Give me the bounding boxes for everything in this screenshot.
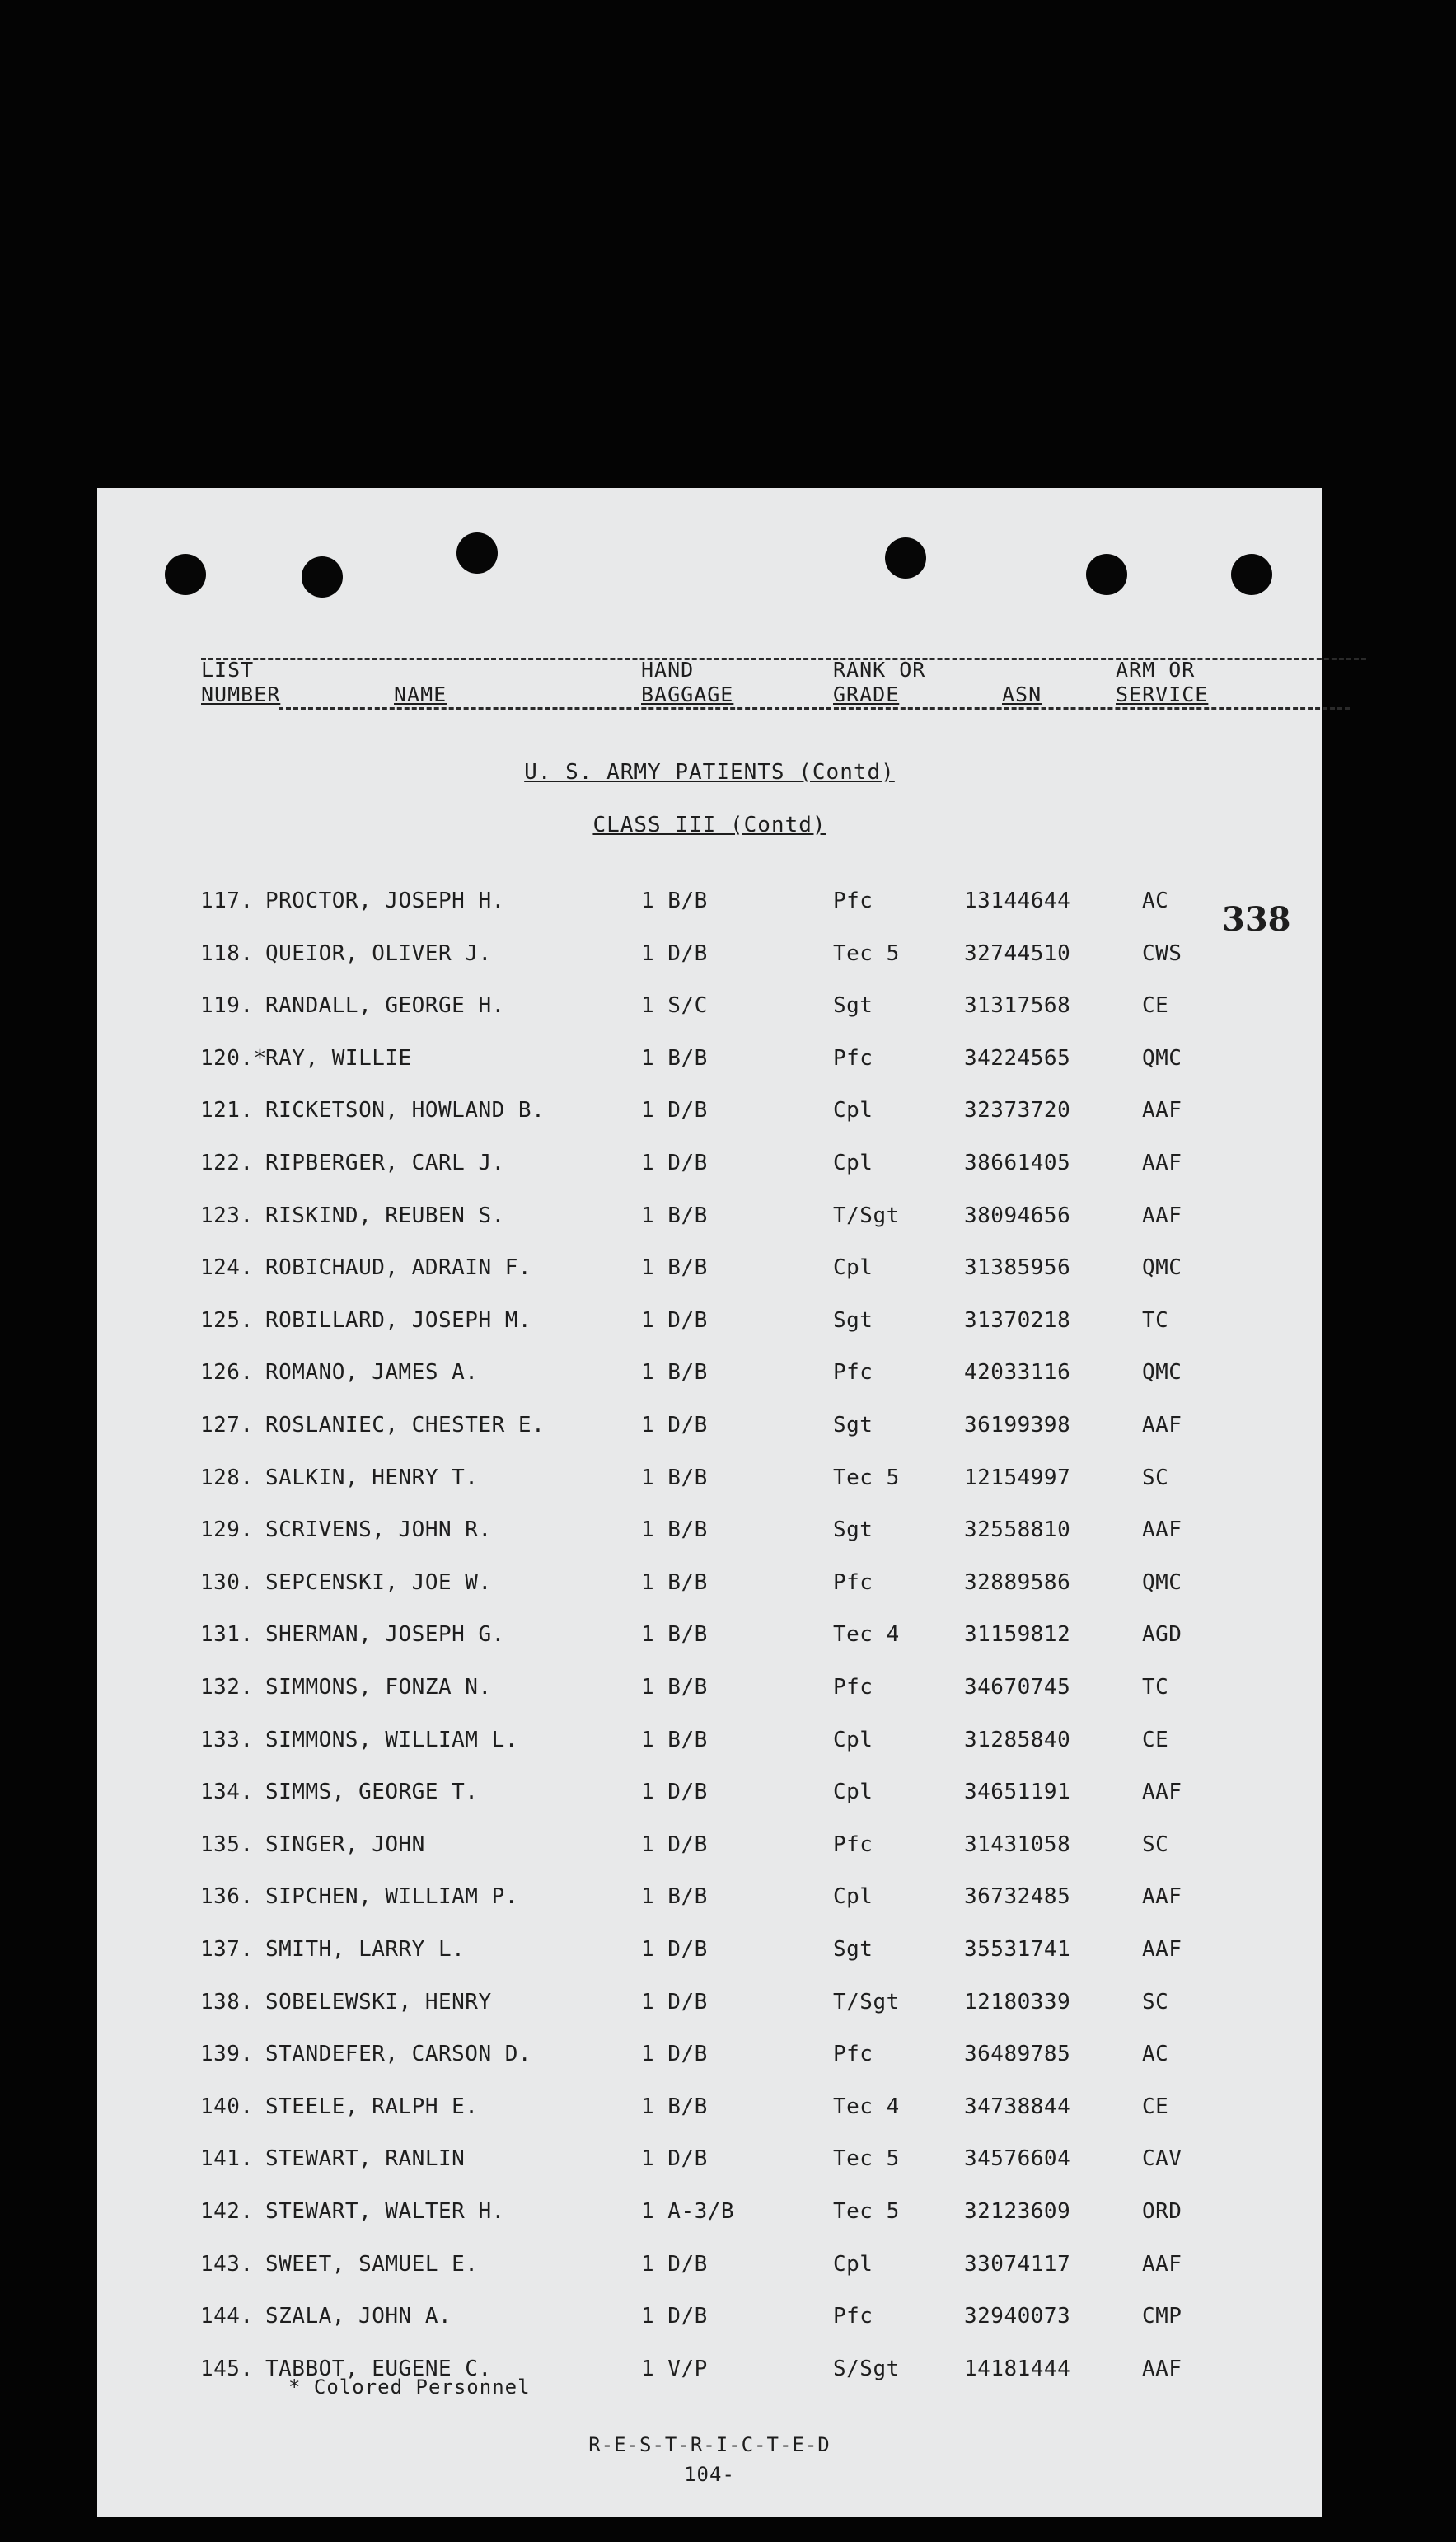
asn-cell: 42033116 xyxy=(964,1360,1071,1385)
rank-grade-cell: Sgt xyxy=(833,1937,873,1962)
rank-grade-cell: Sgt xyxy=(833,993,873,1018)
patient-name-cell: SMITH, LARRY L. xyxy=(265,1937,466,1962)
table-row xyxy=(97,1780,1322,1813)
header-hand-baggage xyxy=(641,658,733,707)
asn-cell: 32744510 xyxy=(964,941,1071,966)
hand-baggage-cell: 1 D/B xyxy=(641,2252,708,2277)
table-row xyxy=(97,1675,1322,1708)
hand-baggage-cell: 1 B/B xyxy=(641,1884,708,1909)
rank-grade-cell: Tec 5 xyxy=(833,941,900,966)
patient-name-cell: SIMMONS, WILLIAM L. xyxy=(265,1728,518,1752)
asn-cell: 32889586 xyxy=(964,1570,1071,1595)
arm-service-cell: SC xyxy=(1142,1466,1169,1490)
patient-name-cell: SINGER, JOHN xyxy=(265,1832,425,1857)
table-row xyxy=(97,2146,1322,2179)
list-number-cell: 126. xyxy=(200,1360,254,1385)
rank-grade-cell: Pfc xyxy=(833,2042,873,2066)
list-number-cell: 134. xyxy=(200,1780,254,1804)
rank-grade-cell: Pfc xyxy=(833,1675,873,1700)
rank-grade-cell: Cpl xyxy=(833,1151,873,1175)
rank-grade-cell: T/Sgt xyxy=(833,1990,900,2014)
rank-grade-cell: Tec 5 xyxy=(833,1466,900,1490)
patient-name-cell: RICKETSON, HOWLAND B. xyxy=(265,1098,545,1123)
rank-grade-cell: Cpl xyxy=(833,1884,873,1909)
list-number-cell: 133. xyxy=(200,1728,254,1752)
list-number-cell: 137. xyxy=(200,1937,254,1962)
patient-name-cell: RAY, WILLIE xyxy=(265,1046,412,1071)
list-number-cell: 118. xyxy=(200,941,254,966)
list-number-cell: 128. xyxy=(200,1466,254,1490)
hand-baggage-cell: 1 B/B xyxy=(641,1255,708,1280)
table-row xyxy=(97,1098,1322,1131)
class-title xyxy=(97,813,1322,837)
patient-name-cell: SIMMONS, FONZA N. xyxy=(265,1675,492,1700)
asn-cell: 31385956 xyxy=(964,1255,1071,1280)
table-row xyxy=(97,2199,1322,2232)
rank-grade-cell: Tec 5 xyxy=(833,2146,900,2171)
table-row xyxy=(97,941,1322,974)
hand-baggage-cell: 1 B/B xyxy=(641,1622,708,1647)
hand-baggage-cell: 1 D/B xyxy=(641,2304,708,2329)
asn-cell: 38661405 xyxy=(964,1151,1071,1175)
punch-hole xyxy=(1231,554,1272,595)
asn-cell: 12154997 xyxy=(964,1466,1071,1490)
header-list-number xyxy=(201,658,280,707)
arm-service-cell: AAF xyxy=(1142,1517,1182,1542)
list-number-cell: 132. xyxy=(200,1675,254,1700)
table-row xyxy=(97,1413,1322,1446)
patient-name-cell: RISKIND, REUBEN S. xyxy=(265,1203,505,1228)
patient-name-cell: STEWART, WALTER H. xyxy=(265,2199,505,2224)
header-name: NAME xyxy=(394,682,447,706)
hand-baggage-cell: 1 D/B xyxy=(641,1832,708,1857)
table-row xyxy=(97,1255,1322,1288)
table-row xyxy=(97,1466,1322,1498)
header-list-label: LIST xyxy=(201,658,255,682)
rank-grade-cell: Tec 4 xyxy=(833,2094,900,2119)
arm-service-cell: AGD xyxy=(1142,1622,1182,1647)
patient-name-cell: RANDALL, GEORGE H. xyxy=(265,993,505,1018)
asn-cell: 34224565 xyxy=(964,1046,1071,1071)
asn-cell: 34738844 xyxy=(964,2094,1071,2119)
hand-baggage-cell: 1 B/B xyxy=(641,1203,708,1228)
header-rank-label: RANK OR xyxy=(833,658,926,682)
punch-hole xyxy=(456,532,498,574)
table-row xyxy=(97,1360,1322,1393)
list-number-cell: 141. xyxy=(200,2146,254,2171)
rank-grade-cell: Sgt xyxy=(833,1413,873,1437)
header-arm xyxy=(1116,658,1208,707)
arm-service-cell: QMC xyxy=(1142,1570,1182,1595)
asn-cell: 36199398 xyxy=(964,1413,1071,1437)
asn-cell: 32940073 xyxy=(964,2304,1071,2329)
arm-service-cell: AAF xyxy=(1142,1203,1182,1228)
hand-baggage-cell: 1 D/B xyxy=(641,2146,708,2171)
table-row xyxy=(97,2042,1322,2075)
punch-hole xyxy=(1086,554,1127,595)
patient-name-cell: TABBOT, EUGENE C. xyxy=(265,2357,492,2381)
asn-cell: 32373720 xyxy=(964,1098,1071,1123)
header-rank xyxy=(833,658,925,707)
header-grade-label: GRADE xyxy=(833,682,900,706)
hand-baggage-cell: 1 D/B xyxy=(641,2042,708,2066)
hand-baggage-cell: 1 D/B xyxy=(641,1780,708,1804)
patient-name-cell: SOBELEWSKI, HENRY xyxy=(265,1990,492,2014)
asn-cell: 31317568 xyxy=(964,993,1071,1018)
rank-grade-cell: Sgt xyxy=(833,1517,873,1542)
patient-name-cell: SIPCHEN, WILLIAM P. xyxy=(265,1884,518,1909)
table-row xyxy=(97,1884,1322,1917)
hand-baggage-cell: 1 D/B xyxy=(641,1990,708,2014)
hand-baggage-cell: 1 B/B xyxy=(641,1570,708,1595)
table-row xyxy=(97,2357,1322,2390)
arm-service-cell: AAF xyxy=(1142,2357,1182,2381)
hand-baggage-cell: 1 B/B xyxy=(641,1360,708,1385)
list-number-cell: 127. xyxy=(200,1413,254,1437)
arm-service-cell: QMC xyxy=(1142,1255,1182,1280)
rank-grade-cell: Tec 5 xyxy=(833,2199,900,2224)
header-baggage-label: BAGGAGE xyxy=(641,682,734,706)
section-title-text: U. S. ARMY PATIENTS (Contd) xyxy=(524,760,895,785)
list-number-cell: 121. xyxy=(200,1098,254,1123)
arm-service-cell: AAF xyxy=(1142,1413,1182,1437)
patient-name-cell: ROSLANIEC, CHESTER E. xyxy=(265,1413,545,1437)
patient-name-cell: SEPCENSKI, JOE W. xyxy=(265,1570,492,1595)
list-number-cell: 119. xyxy=(200,993,254,1018)
arm-service-cell: CMP xyxy=(1142,2304,1182,2329)
asn-cell: 33074117 xyxy=(964,2252,1071,2277)
rank-grade-cell: Pfc xyxy=(833,889,873,913)
arm-service-cell: AAF xyxy=(1142,1780,1182,1804)
patient-name-cell: SWEET, SAMUEL E. xyxy=(265,2252,479,2277)
patient-name-cell: SIMMS, GEORGE T. xyxy=(265,1780,479,1804)
rank-grade-cell: Cpl xyxy=(833,1728,873,1752)
arm-service-cell: SC xyxy=(1142,1832,1169,1857)
asn-cell: 31370218 xyxy=(964,1308,1071,1333)
table-row xyxy=(97,1728,1322,1761)
table-row xyxy=(97,1832,1322,1865)
list-number-cell: 143. xyxy=(200,2252,254,2277)
list-number-cell: 122. xyxy=(200,1151,254,1175)
rank-grade-cell: Pfc xyxy=(833,1046,873,1071)
hand-baggage-cell: 1 D/B xyxy=(641,1937,708,1962)
asn-cell: 32123609 xyxy=(964,2199,1071,2224)
asn-cell: 31431058 xyxy=(964,1832,1071,1857)
arm-service-cell: CE xyxy=(1142,1728,1169,1752)
rank-grade-cell: Cpl xyxy=(833,1255,873,1280)
header-number-label: NUMBER xyxy=(201,682,281,706)
asn-cell: 38094656 xyxy=(964,1203,1071,1228)
list-number-cell: 130. xyxy=(200,1570,254,1595)
list-number-cell: 144. xyxy=(200,2304,254,2329)
header-service-label: SERVICE xyxy=(1116,682,1209,706)
rank-grade-cell: Pfc xyxy=(833,1570,873,1595)
asn-cell: 34576604 xyxy=(964,2146,1071,2171)
patient-name-cell: ROMANO, JAMES A. xyxy=(265,1360,479,1385)
arm-service-cell: QMC xyxy=(1142,1360,1182,1385)
footnote: * Colored Personnel xyxy=(288,2376,531,2399)
arm-service-cell: AAF xyxy=(1142,2252,1182,2277)
arm-service-cell: TC xyxy=(1142,1675,1169,1700)
list-number-cell: 131. xyxy=(200,1622,254,1647)
patient-name-cell: STEELE, RALPH E. xyxy=(265,2094,479,2119)
rank-grade-cell: Pfc xyxy=(833,1360,873,1385)
rank-grade-cell: T/Sgt xyxy=(833,1203,900,1228)
hand-baggage-cell: 1 D/B xyxy=(641,941,708,966)
list-number-cell: 117. xyxy=(200,889,254,913)
asn-cell: 34651191 xyxy=(964,1780,1071,1804)
list-number-cell: 123. xyxy=(200,1203,254,1228)
table-row xyxy=(97,1517,1322,1550)
punch-hole xyxy=(165,554,206,595)
patient-name-cell: SCRIVENS, JOHN R. xyxy=(265,1517,492,1542)
rank-grade-cell: Cpl xyxy=(833,1098,873,1123)
patient-name-cell: SHERMAN, JOSEPH G. xyxy=(265,1622,505,1647)
hand-baggage-cell: 1 S/C xyxy=(641,993,708,1018)
arm-service-cell: QMC xyxy=(1142,1046,1182,1071)
list-number-cell: 145. xyxy=(200,2357,254,2381)
rank-grade-cell: Cpl xyxy=(833,1780,873,1804)
table-row xyxy=(97,2304,1322,2337)
page-stamp: 338 xyxy=(1222,900,1291,939)
hand-baggage-cell: 1 B/B xyxy=(641,2094,708,2119)
rank-grade-cell: Pfc xyxy=(833,1832,873,1857)
arm-service-cell: AAF xyxy=(1142,1098,1182,1123)
arm-service-cell: AAF xyxy=(1142,1884,1182,1909)
hand-baggage-cell: 1 D/B xyxy=(641,1098,708,1123)
table-row xyxy=(97,1937,1322,1970)
table-row xyxy=(97,1308,1322,1341)
hand-baggage-cell: 1 D/B xyxy=(641,1308,708,1333)
restricted-marking: R-E-S-T-R-I-C-T-E-D xyxy=(588,2433,831,2456)
table-row xyxy=(97,1203,1322,1236)
arm-service-cell: AC xyxy=(1142,889,1169,913)
patient-name-cell: STEWART, RANLIN xyxy=(265,2146,466,2171)
table-row xyxy=(97,1622,1322,1655)
arm-service-cell: ORD xyxy=(1142,2199,1182,2224)
asn-cell: 36732485 xyxy=(964,1884,1071,1909)
asn-cell: 32558810 xyxy=(964,1517,1071,1542)
patient-name-cell: ROBICHAUD, ADRAIN F. xyxy=(265,1255,532,1280)
patient-name-cell: SZALA, JOHN A. xyxy=(265,2304,452,2329)
header-asn: ASN xyxy=(1002,682,1042,706)
list-number-cell: 135. xyxy=(200,1832,254,1857)
patient-name-cell: ROBILLARD, JOSEPH M. xyxy=(265,1308,532,1333)
header-hand-label: HAND xyxy=(641,658,695,682)
list-number-cell: 136. xyxy=(200,1884,254,1909)
list-number-cell: 129. xyxy=(200,1517,254,1542)
rank-grade-cell: Tec 4 xyxy=(833,1622,900,1647)
header-underline-rule xyxy=(279,707,1350,710)
document-page xyxy=(97,488,1322,2517)
arm-service-cell: AAF xyxy=(1142,1151,1182,1175)
list-number-cell: 142. xyxy=(200,2199,254,2224)
hand-baggage-cell: 1 D/B xyxy=(641,1413,708,1437)
arm-service-cell: CWS xyxy=(1142,941,1182,966)
class-title-text: CLASS III (Contd) xyxy=(592,813,826,837)
asn-cell: 31159812 xyxy=(964,1622,1071,1647)
arm-service-cell: CE xyxy=(1142,993,1169,1018)
table-row xyxy=(97,889,1322,922)
table-row xyxy=(97,2252,1322,2285)
table-row xyxy=(97,1990,1322,2023)
table-row xyxy=(97,1046,1322,1079)
list-number-cell: 138. xyxy=(200,1990,254,2014)
hand-baggage-cell: 1 V/P xyxy=(641,2357,708,2381)
list-number-cell: 124. xyxy=(200,1255,254,1280)
asn-cell: 13144644 xyxy=(964,889,1071,913)
rank-grade-cell: Sgt xyxy=(833,1308,873,1333)
table-row xyxy=(97,1570,1322,1603)
arm-service-cell: AAF xyxy=(1142,1937,1182,1962)
header-arm-label: ARM OR xyxy=(1116,658,1196,682)
list-number-cell: 140. xyxy=(200,2094,254,2119)
asn-cell: 14181444 xyxy=(964,2357,1071,2381)
section-title xyxy=(97,760,1322,785)
arm-service-cell: CAV xyxy=(1142,2146,1182,2171)
table-row xyxy=(97,1151,1322,1184)
patient-name-cell: STANDEFER, CARSON D. xyxy=(265,2042,532,2066)
hand-baggage-cell: 1 B/B xyxy=(641,1728,708,1752)
punch-hole xyxy=(885,537,926,579)
list-number-cell: 139. xyxy=(200,2042,254,2066)
hand-baggage-cell: 1 D/B xyxy=(641,1151,708,1175)
rank-grade-cell: S/Sgt xyxy=(833,2357,900,2381)
arm-service-cell: AC xyxy=(1142,2042,1169,2066)
list-number-cell: 125. xyxy=(200,1308,254,1333)
asn-cell: 12180339 xyxy=(964,1990,1071,2014)
arm-service-cell: CE xyxy=(1142,2094,1169,2119)
hand-baggage-cell: 1 B/B xyxy=(641,1675,708,1700)
hand-baggage-cell: 1 B/B xyxy=(641,1466,708,1490)
page-number: 104- xyxy=(684,2463,735,2486)
patient-name-cell: PROCTOR, JOSEPH H. xyxy=(265,889,505,913)
patient-name-cell: RIPBERGER, CARL J. xyxy=(265,1151,505,1175)
table-row xyxy=(97,993,1322,1026)
asn-cell: 36489785 xyxy=(964,2042,1071,2066)
table-row xyxy=(97,2094,1322,2127)
hand-baggage-cell: 1 B/B xyxy=(641,1517,708,1542)
list-number-cell: 120.* xyxy=(200,1046,267,1071)
rank-grade-cell: Pfc xyxy=(833,2304,873,2329)
patient-name-cell: QUEIOR, OLIVER J. xyxy=(265,941,492,966)
hand-baggage-cell: 1 A-3/B xyxy=(641,2199,735,2224)
punch-hole xyxy=(302,556,343,598)
patient-name-cell: SALKIN, HENRY T. xyxy=(265,1466,479,1490)
arm-service-cell: TC xyxy=(1142,1308,1169,1333)
asn-cell: 35531741 xyxy=(964,1937,1071,1962)
hand-baggage-cell: 1 B/B xyxy=(641,889,708,913)
rank-grade-cell: Cpl xyxy=(833,2252,873,2277)
asn-cell: 31285840 xyxy=(964,1728,1071,1752)
asn-cell: 34670745 xyxy=(964,1675,1071,1700)
arm-service-cell: SC xyxy=(1142,1990,1169,2014)
hand-baggage-cell: 1 B/B xyxy=(641,1046,708,1071)
